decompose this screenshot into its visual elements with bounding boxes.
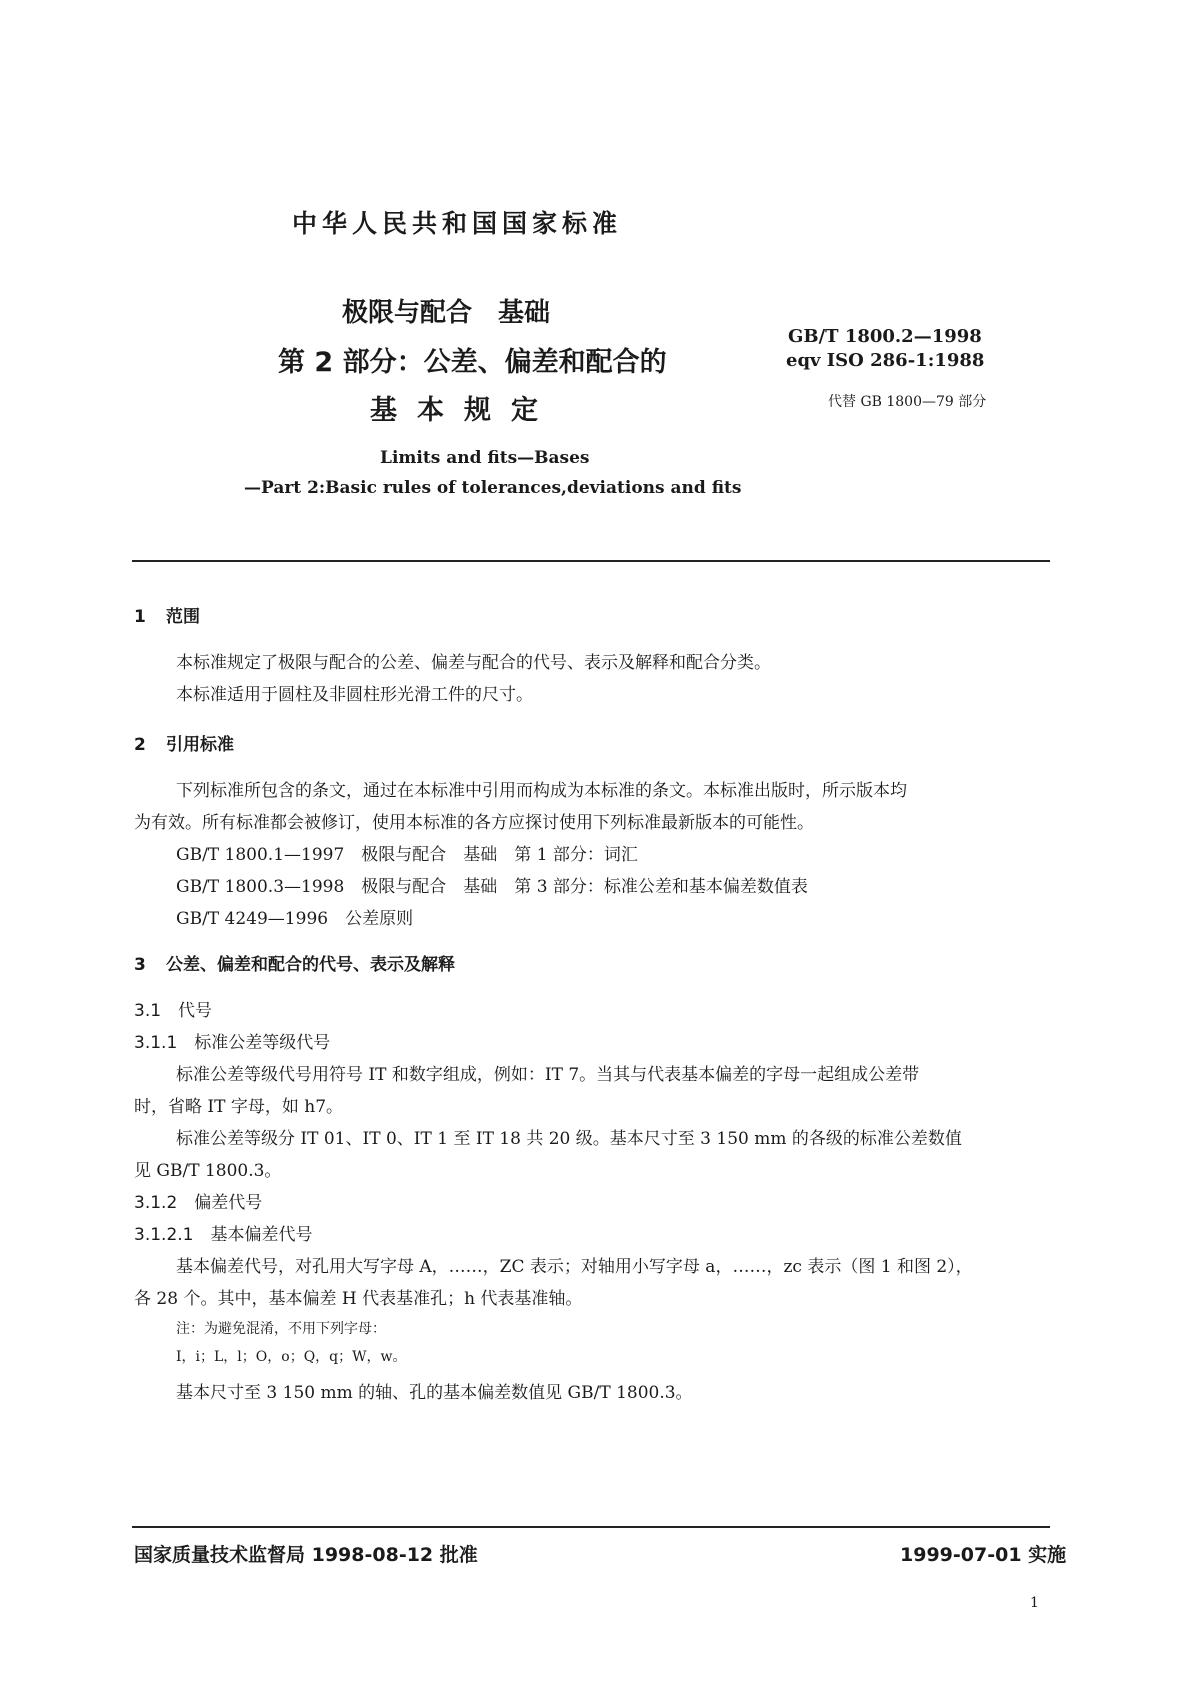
section-1-paragraph-2: 本标准适用于圆柱及非圆柱形光滑工件的尺寸。: [176, 685, 533, 705]
footer-divider: [132, 1526, 1050, 1528]
section-2-paragraph-line-2: 为有效。所有标准都会被修订，使用本标准的各方应探讨使用下列标准最新版本的可能性。: [134, 813, 814, 833]
subsection-3-1-2-1-heading: 3.1.2.1 基本偏差代号: [134, 1225, 313, 1245]
reference-item: GB/T 1800.3—1998 极限与配合 基础 第 3 部分：标准公差和基本偏差数值表: [176, 877, 808, 897]
section-1-number: 1: [134, 607, 146, 627]
section-2-title: 引用标准: [166, 735, 234, 755]
subsection-3-1-1-paragraph-line-1: 标准公差等级代号用符号 IT 和数字组成，例如：IT 7。当其与代表基本偏差的字母一起组成公差带: [176, 1065, 920, 1085]
title-line-2: 第 2 部分：公差、偏差和配合的: [278, 347, 667, 378]
page-number: 1: [1030, 1595, 1039, 1611]
section-3-heading: [134, 950, 455, 975]
note-line-1: 注：为避免混淆，不用下列字母：: [176, 1321, 386, 1337]
section-3-title: 公差、偏差和配合的代号、表示及解释: [166, 955, 455, 975]
title-line-3: 基本规定: [370, 395, 558, 426]
section-1-paragraph-1: 本标准规定了极限与配合的公差、偏差与配合的代号、表示及解释和配合分类。: [176, 653, 771, 673]
note-line-2: I，i；L，l；O，o；Q，q；W，w。: [176, 1349, 407, 1365]
header-divider: [132, 560, 1050, 562]
implementation-date: 1999-07-01 实施: [900, 1544, 1067, 1566]
subsection-3-1-1-paragraph-line-4: 见 GB/T 1800.3。: [134, 1161, 282, 1181]
equivalent-iso-code: eqv ISO 286-1:1988: [786, 350, 985, 371]
section-2-heading: [134, 730, 234, 755]
approval-line: 国家质量技术监督局 1998-08-12 批准: [134, 1544, 478, 1566]
subsection-3-1-heading: 3.1 代号: [134, 1001, 213, 1021]
reference-item: GB/T 4249—1996 公差原则: [176, 909, 414, 929]
section-1-heading: [134, 602, 200, 627]
subsection-3-1-1-paragraph-line-2: 时，省略 IT 字母，如 h7。: [134, 1097, 344, 1117]
subsection-3-1-2-heading: 3.1.2 偏差代号: [134, 1193, 263, 1213]
subsection-3-1-2-1-paragraph-line-1: 基本偏差代号，对孔用大写字母 A，……，ZC 表示；对轴用小写字母 a，……，zc 表示（图 1 和图 2），: [176, 1257, 973, 1277]
english-title-line-2: —Part 2:Basic rules of tolerances,deviations and fits: [244, 478, 742, 498]
replaces-note: 代替 GB 1800—79 部分: [828, 394, 987, 410]
subsection-3-1-2-1-paragraph-line-2: 各 28 个。其中，基本偏差 H 代表基准孔；h 代表基准轴。: [134, 1289, 583, 1309]
reference-item: GB/T 1800.1—1997 极限与配合 基础 第 1 部分：词汇: [176, 845, 638, 865]
subsection-3-1-1-paragraph-line-3: 标准公差等级分 IT 01、IT 0、IT 1 至 IT 18 共 20 级。基本尺寸至 3 150 mm 的各级的标准公差数值: [176, 1129, 962, 1149]
subsection-3-1-1-heading: 3.1.1 标准公差等级代号: [134, 1033, 331, 1053]
subsection-3-1-2-1-paragraph-line-3: 基本尺寸至 3 150 mm 的轴、孔的基本偏差数值见 GB/T 1800.3。: [176, 1383, 693, 1403]
section-2-number: 2: [134, 735, 146, 755]
title-line-1: 极限与配合 基础: [342, 298, 551, 328]
section-2-paragraph-line-1: 下列标准所包含的条文，通过在本标准中引用而构成为本标准的条文。本标准出版时，所示版本均: [176, 781, 907, 801]
english-title-line-1: Limits and fits—Bases: [380, 448, 590, 468]
section-1-title: 范围: [166, 607, 200, 627]
national-standard-heading: 中华人民共和国国家标准: [292, 209, 623, 238]
section-3-number: 3: [134, 955, 146, 975]
standard-code: GB/T 1800.2—1998: [788, 326, 982, 347]
